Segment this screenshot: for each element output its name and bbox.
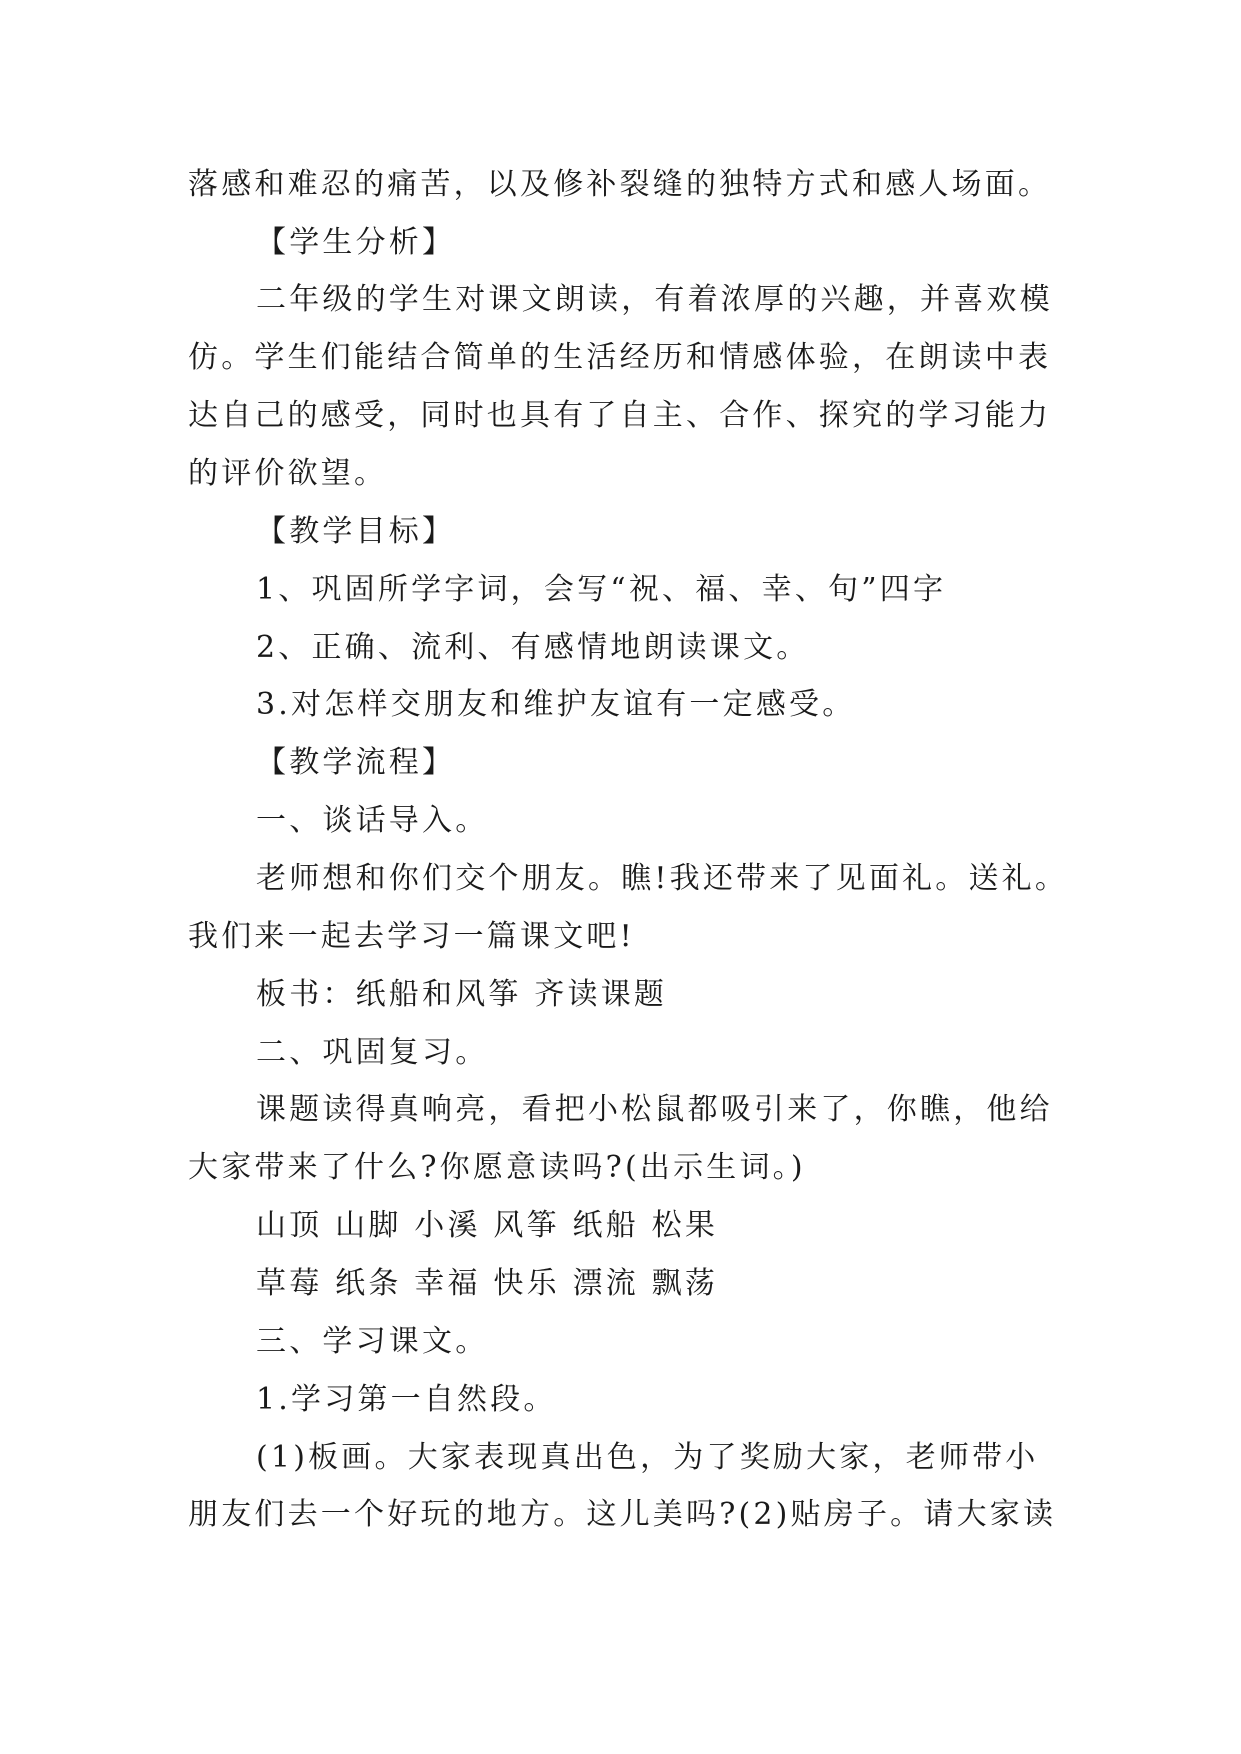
text-line: 山顶 山脚 小溪 风筝 纸船 松果 <box>256 1208 719 1243</box>
text-line: 三、学习课文。 <box>256 1324 489 1359</box>
text-line: 课题读得真响亮，看把小松鼠都吸引来了，你瞧，他给 <box>256 1092 1053 1127</box>
text-line: 二、巩固复习。 <box>256 1035 489 1070</box>
text-line: 1、巩固所学字词，会写“祝、福、幸、句”四字 <box>256 572 947 607</box>
text-line: 草莓 纸条 幸福 快乐 漂流 飘荡 <box>256 1266 719 1301</box>
text-line: 3.对怎样交朋友和维护友谊有一定感受。 <box>256 687 856 722</box>
text-line: (1)板画。大家表现真出色，为了奖励大家，老师带小 <box>256 1440 1039 1475</box>
text-line: 1.学习第一自然段。 <box>256 1382 557 1417</box>
text-line: 朋友们去一个好玩的地方。这儿美吗?(2)贴房子。请大家读 <box>188 1497 1057 1532</box>
text-line: 落感和难忍的痛苦，以及修补裂缝的独特方式和感人场面。 <box>188 167 1052 202</box>
text-line: 仿。学生们能结合简单的生活经历和情感体验，在朗读中表 <box>188 340 1052 375</box>
text-line: 大家带来了什么?你愿意读吗?(出示生词。) <box>188 1150 806 1185</box>
text-line: 板书：纸船和风筝 齐读课题 <box>256 977 668 1012</box>
text-line: 二年级的学生对课文朗读，有着浓厚的兴趣，并喜欢模 <box>256 282 1053 317</box>
text-line: 我们来一起去学习一篇课文吧! <box>188 919 635 954</box>
text-line: 达自己的感受，同时也具有了自主、合作、探究的学习能力 <box>188 398 1052 433</box>
section-heading: 【教学目标】 <box>256 514 456 549</box>
text-line: 的评价欲望。 <box>188 456 388 491</box>
text-line: 一、谈话导入。 <box>256 803 489 838</box>
text-line: 2、正确、流利、有感情地朗读课文。 <box>256 630 810 665</box>
text-line: 老师想和你们交个朋友。瞧!我还带来了见面礼。送礼。 <box>256 861 1069 896</box>
section-heading: 【学生分析】 <box>256 225 456 260</box>
section-heading: 【教学流程】 <box>256 745 456 780</box>
